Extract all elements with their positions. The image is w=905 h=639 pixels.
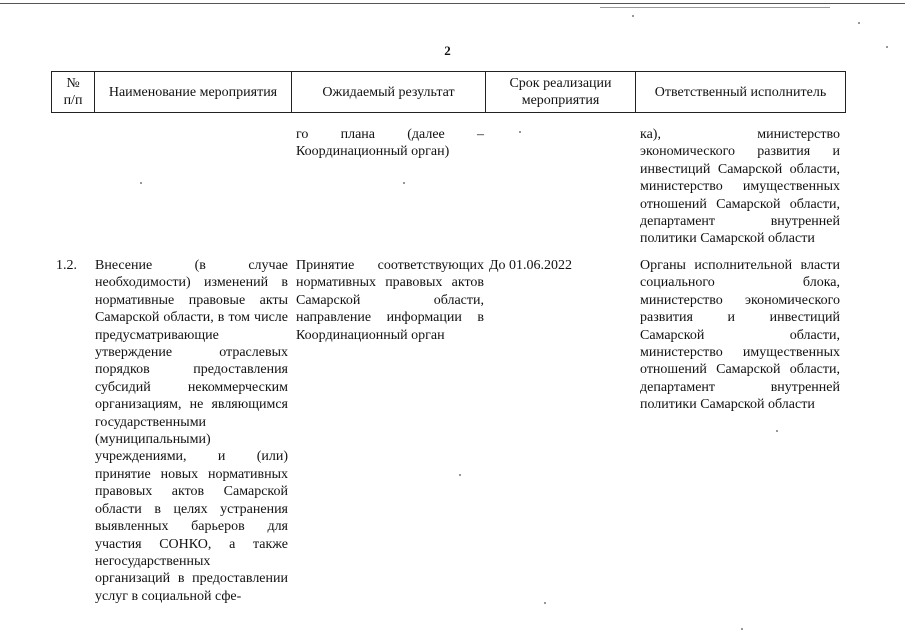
scan-speck (403, 182, 405, 184)
row1-executor: ка), министерство экономического развития и инвестиций Самарской области, министерство имущественных отношений Самарской области, департамент внутренней политики Самарской области (640, 127, 840, 247)
table-header (51, 71, 846, 113)
scan-speck (886, 46, 888, 48)
row2-name: Внесение (в случае необходимости) изменений в нормативные правовые акты Самарской области, в том числе предусматривающие утверждение отраслевых порядков предоставления субсидий некоммерческим организациям, не являющимся государственными (муниципальными) учреждениями, и (или) принятие новых нормативных правовых актов Самарской области в целях устранения выявленных барьеров для участия СОНКО, а также негосударственных организаций в предоставлении услуг в социальной сфе- (95, 258, 288, 604)
header-deadline: Срок реализации мероприятия (486, 72, 636, 113)
scan-speck (519, 131, 521, 133)
header-executor: Ответственный исполнитель (636, 72, 846, 113)
row2-executor: Органы исполнительной власти социального блока, министерство экономического развития и инвестиций Самарской области, министерство имущественных отношений Самарской области, департамент внутренней политики Самарской области (640, 258, 840, 413)
scan-top-border-secondary (600, 7, 830, 8)
row1-result: го плана (далее – Координационный орган) (296, 127, 484, 160)
scan-speck (776, 430, 778, 432)
scan-speck (741, 628, 743, 630)
page-number: 2 (444, 43, 451, 58)
scan-speck (632, 15, 634, 17)
header-result: Ожидаемый результат (292, 72, 486, 113)
header-name: Наименование мероприятия (95, 72, 292, 113)
scan-top-border (0, 3, 905, 4)
scan-speck (140, 182, 142, 184)
scan-speck (459, 474, 461, 476)
header-number: № п/п (52, 72, 95, 113)
scan-speck (544, 602, 546, 604)
row2-deadline: До 01.06.2022 (489, 258, 573, 273)
row2-number: 1.2. (56, 258, 77, 273)
row2-result: Принятие соответствующих нормативных правовых актов Самарской области, направление информации в Координационный орган (296, 258, 484, 343)
scan-speck (858, 22, 860, 24)
